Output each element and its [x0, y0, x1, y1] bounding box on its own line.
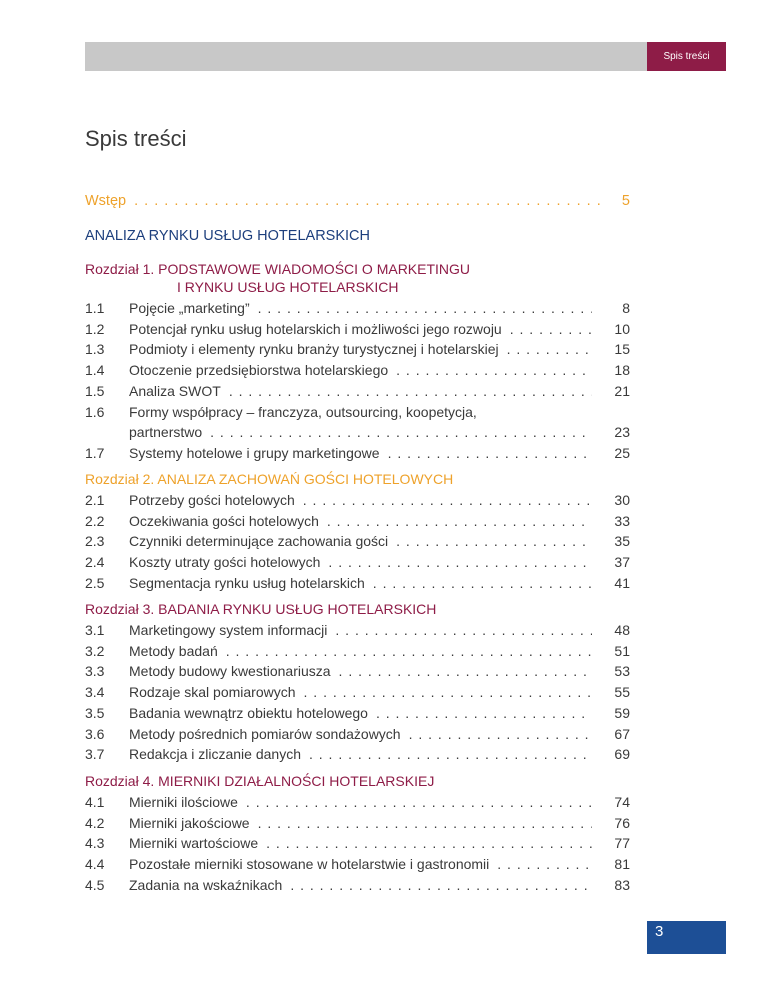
toc-row[interactable]: 2.4 Koszty utraty gości hotelowych . . . 37	[85, 552, 630, 573]
leader-dots	[134, 193, 600, 209]
chapter-title: Rozdział 1. PODSTAWOWE WIADOMOŚCI O MARKETINGU I RYNKU USŁUG HOTELARSKICH	[85, 261, 471, 295]
toc-row[interactable]: 4.2 Mierniki jakościowe . . . 76	[85, 813, 630, 834]
toc-row[interactable]: 4.1 Mierniki ilościowe . . . 74	[85, 792, 630, 813]
toc-row[interactable]: 2.1 Potrzeby gości hotelowych . . . 30	[85, 490, 630, 511]
chapter-title: Rozdział 3. BADANIA RYNKU USŁUG HOTELARSKICH	[85, 601, 437, 617]
toc-entry-intro[interactable]	[85, 193, 630, 209]
toc-row[interactable]: 2.5 Segmentacja rynku usług hotelarskich . . . 41	[85, 573, 630, 594]
header-bar	[85, 42, 647, 71]
toc-row[interactable]: 2.3 Czynniki determinujące zachowania gości . . . 35	[85, 531, 630, 552]
toc-row[interactable]: 3.3 Metody budowy kwestionariusza . . . 53	[85, 661, 630, 682]
intro-page: 5	[621, 193, 630, 209]
toc-row[interactable]: 3.7 Redakcja i zliczanie danych . . . 69	[85, 744, 630, 765]
toc-row[interactable]: 3.1 Marketingowy system informacji . . . 48	[85, 620, 630, 641]
toc-row[interactable]: 1.2 Potencjał rynku usług hotelarskich i możliwości jego rozwoju . . . 10	[85, 319, 630, 340]
toc-row[interactable]: 3.6 Metody pośrednich pomiarów sondażowych . . . 67	[85, 724, 630, 745]
intro-label: Wstęp	[85, 193, 127, 209]
chapter-3	[85, 600, 630, 765]
chapter-1	[85, 260, 630, 464]
toc-row[interactable]: 1.4 Otoczenie przedsiębiorstwa hotelarskiego . . . 18	[85, 360, 630, 381]
part-title: ANALIZA RYNKU USŁUG HOTELARSKICH	[85, 228, 370, 244]
toc-row[interactable]: 1.7 Systemy hotelowe i grupy marketingowe . . . 25	[85, 443, 630, 464]
toc-row[interactable]: 3.4 Rodzaje skal pomiarowych . . . 55	[85, 682, 630, 703]
chapter-2	[85, 470, 630, 594]
chapter-4	[85, 772, 630, 896]
toc-row[interactable]: 1.1 Pojęcie „marketing” . . . 8	[85, 298, 630, 319]
toc-row[interactable]: 4.4 Pozostałe mierniki stosowane w hotelarstwie i gastronomii . . . 81	[85, 854, 630, 875]
page-number: 3	[647, 921, 726, 954]
toc-row[interactable]: 4.5 Zadania na wskaźnikach . . . 83	[85, 875, 630, 896]
toc-row[interactable]: 4.3 Mierniki wartościowe . . . 77	[85, 833, 630, 854]
chapter-title: Rozdział 4. MIERNIKI DZIAŁALNOŚCI HOTELARSKIEJ	[85, 773, 435, 789]
toc-row-continuation[interactable]: partnerstwo . . . 23	[85, 422, 630, 443]
toc-row[interactable]: 1.5 Analiza SWOT . . . 21	[85, 381, 630, 402]
section-tab: Spis treści	[647, 42, 726, 71]
page-title: Spis treści	[85, 126, 187, 151]
toc-row[interactable]: 2.2 Oczekiwania gości hotelowych . . . 33	[85, 511, 630, 532]
toc-row[interactable]: 3.2 Metody badań . . . 51	[85, 641, 630, 662]
toc-row[interactable]: 1.3 Podmioty i elementy rynku branży turystycznej i hotelarskiej . . . 15	[85, 339, 630, 360]
chapter-title: Rozdział 2. ANALIZA ZACHOWAŃ GOŚCI HOTELOWYCH	[85, 471, 454, 487]
toc-row[interactable]: 3.5 Badania wewnątrz obiektu hotelowego . . . 59	[85, 703, 630, 724]
toc-row[interactable]: 1.6 Formy współpracy – franczyza, outsourcing, koopetycja,	[85, 403, 477, 420]
